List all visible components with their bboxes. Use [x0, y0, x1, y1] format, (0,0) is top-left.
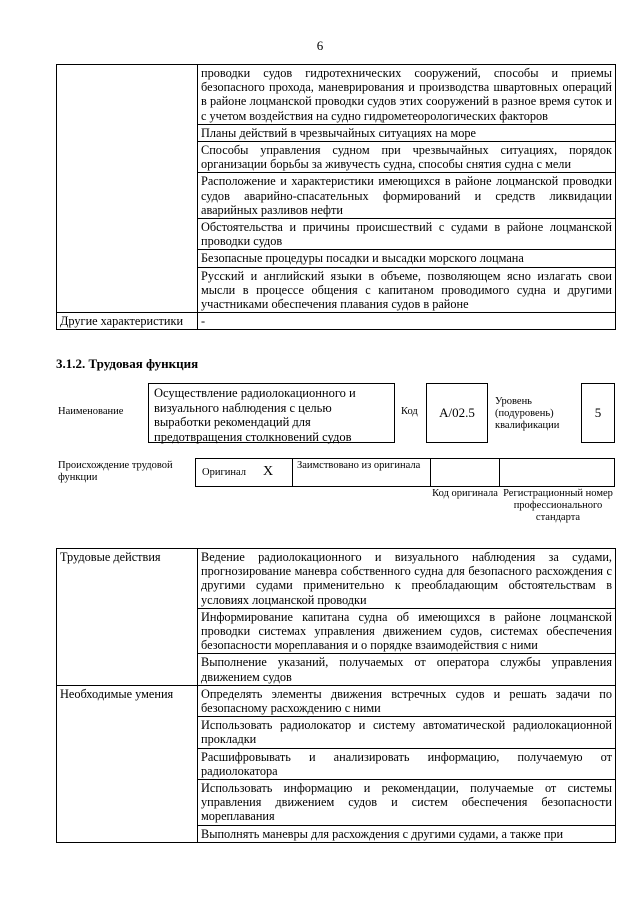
level-box	[581, 383, 615, 443]
skill-item: Использовать информацию и рекомендации, получаемые от системы управления движением судов и систем обеспечения безопасности мореплавания	[198, 780, 616, 826]
labor-action-item: Выполнение указаний, получаемых от оператора службы управления движением судов	[198, 654, 616, 685]
knowledge-table	[56, 64, 616, 330]
origin-label: Происхождение трудовой функции	[58, 460, 173, 483]
level-label: Уровень (подуровень) квалификации	[495, 396, 560, 431]
knowledge-item: Безопасные процедуры посадки и высадки морского лоцмана	[198, 250, 616, 267]
code-box	[426, 383, 488, 443]
skill-item: Выполнять маневры для расхождения с другими судами, а также при	[198, 825, 616, 842]
labor-actions-label: Трудовые действия	[57, 549, 198, 686]
knowledge-item: Русский и английский языки в объеме, позволяющем ясно излагать свои мысли в процессе общения с капитаном проводимого судна и другими участниками обеспечения плавания судов в районе	[198, 267, 616, 313]
page-number: 6	[316, 38, 324, 53]
original-mark: X	[263, 464, 274, 479]
function-name-value: Осуществление радиолокационного и визуального наблюдения с целью выработки рекомендаций для предотвращения столкновений судов	[154, 386, 356, 444]
skill-item: Использовать радиолокатор и систему автоматической радиолокационной прокладки	[198, 717, 616, 748]
row-label-cell	[57, 65, 198, 313]
table-row	[57, 65, 616, 125]
origin-divider	[292, 458, 293, 487]
knowledge-item: Способы управления судном при чрезвычайных ситуациях, порядок организации борьбы за живучесть судна, способы снятия судна с мели	[198, 142, 616, 173]
original-label: Оригинал	[202, 467, 246, 478]
labor-action-item: Информирование капитана судна об имеющихся в районе лоцманской проводки системах управления движением судов, системах обеспечения безопасности мореплавания и о порядке взаимодействия с ними	[198, 608, 616, 654]
labor-action-item: Ведение радиолокационного и визуального наблюдения за судами, прогнозирование маневра собственного судна для безопасного расхождения с другими судами применительно к преобладающим обстоятельствам в условиях лоцманской проводки	[198, 549, 616, 609]
level-value: 5	[594, 405, 602, 420]
section-heading: 3.1.2. Трудовая функция	[56, 356, 199, 371]
name-label: Наименование	[58, 406, 124, 417]
reg-number-caption: Регистрационный номер профессионального стандарта	[503, 488, 613, 523]
skills-label: Необходимые умения	[57, 685, 198, 842]
knowledge-item: Обстоятельства и причины происшествий с судами в районе лоцманской проводки судов	[198, 219, 616, 250]
origin-divider	[430, 458, 431, 487]
table-row	[57, 685, 616, 716]
borrowed-label: Заимствовано из оригинала	[297, 460, 421, 471]
function-name-box	[148, 383, 395, 443]
knowledge-item: Расположение и характеристики имеющихся в районе лоцманской проводки судов аварийно-спасательных формирований и средств ликвидации аварийных разливов нефти	[198, 173, 616, 219]
code-value: A/02.5	[439, 405, 475, 420]
knowledge-item: проводки судов гидротехнических сооружений, способы и приемы безопасного прохода, маневрирования и производства швартовных операций в районе лоцманской проводки судов этих сооружений в разное время суток и с учетом воздействия на судно гидрометеорологических факторов	[198, 65, 616, 125]
origin-divider	[499, 458, 500, 487]
other-characteristics-label: Другие характеристики	[57, 313, 198, 330]
table-row	[57, 549, 616, 609]
labor-function-table	[56, 548, 616, 843]
skill-item: Определять элементы движения встречных судов и решать задачи по безопасному расхождению с ними	[198, 685, 616, 716]
code-label: Код	[401, 406, 418, 417]
skill-item: Расшифровывать и анализировать информацию, получаемую от радиолокатора	[198, 748, 616, 779]
table-row	[57, 313, 616, 330]
knowledge-item: Планы действий в чрезвычайных ситуациях на море	[198, 124, 616, 141]
code-caption: Код оригинала	[432, 488, 498, 499]
other-characteristics-value: -	[198, 313, 616, 330]
